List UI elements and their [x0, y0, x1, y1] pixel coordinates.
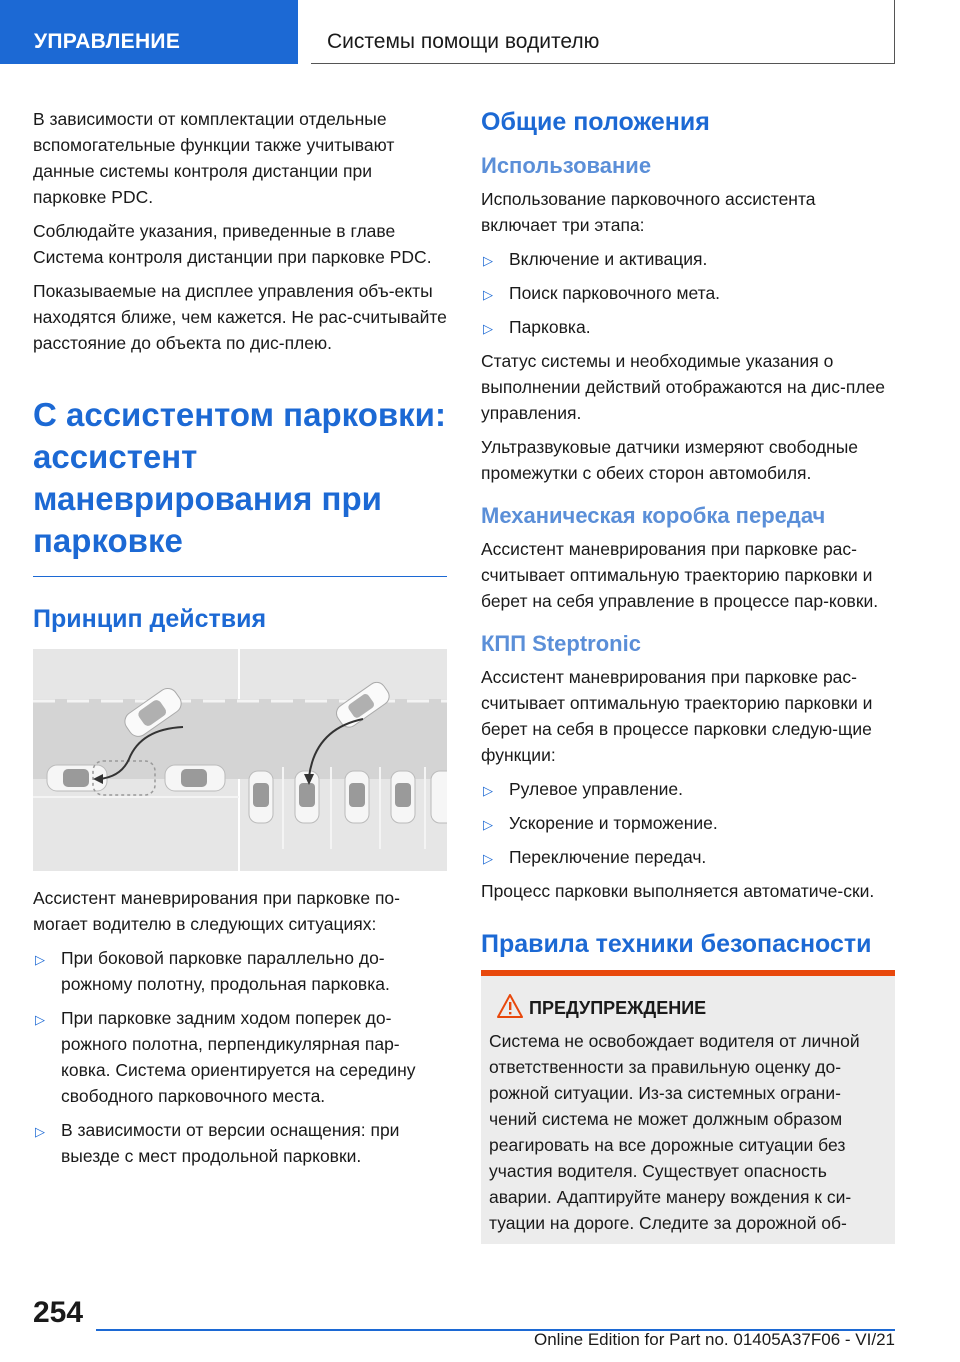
- list-item: ▷ При парковке задним ходом поперек до-рожного полотна, перпендикулярная пар-ковка. Система ориентируется на середину свободного парковочного места.: [35, 1008, 416, 1106]
- triangle-right-icon: ▷: [35, 952, 45, 967]
- list-item: ▷ Переключение передач.: [481, 844, 895, 870]
- triangle-right-icon: ▷: [483, 321, 493, 336]
- warning-box: [481, 976, 895, 1244]
- list-item: ▷ Ускорение и торможение.: [481, 810, 895, 836]
- triangle-right-icon: ▷: [483, 287, 493, 302]
- triangle-right-icon: ▷: [483, 783, 493, 798]
- header-section: [0, 0, 298, 64]
- list-item: ▷ Рулевое управление.: [481, 776, 895, 802]
- triangle-right-icon: ▷: [483, 851, 493, 866]
- left-column: [33, 106, 447, 1177]
- chapter-title: С ассистентом парковки: ассистент маневрирования при парковке: [33, 394, 447, 577]
- header-section-label: УПРАВЛЕНИЕ: [34, 30, 181, 53]
- intro-paragraph: В зависимости от комплектации отдельные вспомогательные функции также учитывают данные системы контроля дистанции при парковке PDC.: [33, 109, 395, 207]
- footer-edition: Online Edition for Part no. 01405A37F06 - VI/21: [533, 1330, 895, 1349]
- list-item: ▷ В зависимости от версии оснащения: при выезде с мест продольной парковки.: [35, 1120, 400, 1166]
- usage-text: Использование парковочного ассистента включает три этапа:: [481, 189, 816, 235]
- usage-steps-list: [481, 246, 895, 340]
- header-chapter-label: Системы помощи водителю: [327, 30, 600, 53]
- warning-triangle-icon: [497, 994, 523, 1024]
- list-item: ▷ Парковка.: [481, 314, 895, 340]
- warning-heading: [489, 996, 885, 1020]
- intro-paragraph: Соблюдайте указания, приведенные в главе Система контроля дистанции при парковке PDC.: [33, 221, 432, 267]
- parking-illustration: [33, 649, 447, 871]
- parked-car: [391, 771, 415, 823]
- manual-gearbox-text: Ассистент маневрирования при парковке рас-считывает оптимальную траекторию парковки и берет на себя управление в процессе пар-ковки.: [481, 539, 879, 611]
- list-item: ▷ Включение и активация.: [481, 246, 895, 272]
- triangle-right-icon: ▷: [35, 1012, 45, 1027]
- triangle-right-icon: ▷: [35, 1124, 45, 1139]
- situations-list: [33, 945, 447, 1169]
- right-column: [481, 106, 895, 1244]
- parked-car: [345, 771, 369, 823]
- list-item: ▷ При боковой парковке параллельно до-рожному полотну, продольная парковка.: [35, 948, 390, 994]
- triangle-right-icon: ▷: [483, 817, 493, 832]
- section-title-principle: Принцип действия: [33, 605, 267, 633]
- auto-parking-text: Процесс парковки выполняется автоматиче-ски.: [481, 881, 875, 901]
- subsection-title-steptronic: КПП Steptronic: [481, 631, 641, 656]
- figure-caption-text: Ассистент маневрирования при парковке по-могает водителю в следующих ситуациях:: [33, 888, 400, 934]
- subsection-title-usage: Использование: [481, 153, 652, 178]
- intro-paragraph: Показываемые на дисплее управления объ-екты находятся ближе, чем кажется. Не рас-считывайте расстояние до объекта по дис-плею.: [33, 281, 447, 353]
- section-title-general: Общие положения: [481, 108, 710, 136]
- subsection-title-manual-gearbox: Механическая коробка передач: [481, 503, 826, 528]
- page-number: 254: [33, 1296, 84, 1329]
- list-item: ▷ Поиск парковочного мета.: [481, 280, 895, 306]
- steptronic-text: Ассистент маневрирования при парковке рас-считывает оптимальную траекторию парковки и берет на себя в процессе парковки следую-щие функции:: [481, 667, 873, 765]
- parking-illustration-svg: [33, 649, 447, 871]
- status-text: Статус системы и необходимые указания о выполнении действий отображаются на дис-плее управления.: [481, 351, 886, 423]
- sensor-text: Ультразвуковые датчики измеряют свободные промежутки с обеих сторон автомобиля.: [481, 437, 859, 483]
- parked-car: [249, 771, 273, 823]
- header-chapter: [311, 0, 895, 64]
- triangle-right-icon: ▷: [483, 253, 493, 268]
- parked-car: [165, 765, 225, 791]
- section-title-safety: Правила техники безопасности: [481, 930, 872, 958]
- steptronic-functions-list: [481, 776, 895, 870]
- parked-car: [431, 771, 447, 823]
- warning-title: ПРЕДУПРЕЖДЕНИЕ: [529, 998, 707, 1018]
- warning-text: Система не освобождает водителя от личной ответственности за правильную оценку до-рожной ситуации. Из-за системных ограни-чений система не может должным образом реагировать на все дорожные ситуации без участия водителя. Существует опасность аварии. Адаптируйте манеру вождения к си-туации на дороге. Следите за дорожной об-: [489, 1031, 860, 1233]
